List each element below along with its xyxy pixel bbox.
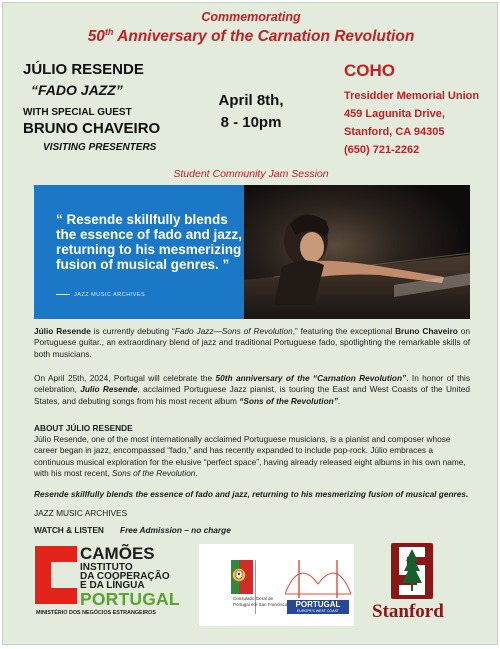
event-date: April 8th, — [218, 92, 284, 109]
celebration-text-1: On April 25th, 2024, Portugal will celebrate the — [34, 373, 216, 383]
album-title: “FADO JAZZ” — [31, 82, 123, 98]
consulate-text: Consulado Geral de Portugal em San Francisco — [233, 596, 288, 607]
portugal-tagline: EUROPE'S WEST COAST — [297, 609, 339, 613]
intro-name: Júlio Resende — [34, 326, 91, 336]
performer-name: JÚLIO RESENDE — [23, 61, 144, 78]
camoes-logo — [32, 546, 187, 624]
intro-guest: Bruno Chaveiro — [395, 326, 458, 336]
intro-text-1: is currently debuting “ — [90, 326, 175, 336]
celebration-anniversary: 50th anniversary of the “Carnation Revolution” — [215, 373, 407, 383]
paragraph-intro — [34, 326, 470, 360]
celebration-text-4: . — [337, 395, 341, 406]
camoes-ministry: MINISTÉRIO DOS NEGÓCIOS ESTRANGEIROS — [36, 610, 156, 616]
about-album: Sons of the Revolution — [111, 468, 196, 479]
banner-quote: “ Resende skillfully blends the essence of fado and jazz, returning to his mesmerizing fusion of musical genres. ” — [56, 212, 243, 272]
paragraph-about — [34, 434, 470, 480]
free-admission-label: Free Admission – no charge — [120, 525, 231, 535]
quote-divider — [56, 294, 70, 295]
special-guest-label: WITH SPECIAL GUEST — [23, 107, 132, 118]
celebration-name: Julio Resende — [80, 384, 138, 395]
celebration-album: “Sons of the Revolution” — [239, 395, 338, 406]
celebration-text-2: . In honor of this celebration, — [34, 373, 470, 395]
event-time: 8 - 10pm — [220, 114, 282, 131]
promo-banner — [34, 185, 470, 319]
visiting-presenters: VISITING PRESENTERS — [43, 142, 157, 153]
quote-panel — [34, 185, 244, 319]
venue-building: Tresidder Memorial Union — [344, 90, 480, 102]
about-heading: ABOUT JÚLIO RESENDE — [34, 423, 133, 433]
camoes-line2: INSTITUTO — [80, 562, 133, 573]
camoes-line4: E DA LÍNGUA — [80, 580, 145, 591]
pull-quote-source: JAZZ MUSIC ARCHIVES — [34, 508, 128, 518]
banner-quote-source — [56, 292, 145, 298]
intro-album: Fado Jazz—Sons of Revolution — [174, 326, 293, 336]
pianist-photo — [244, 185, 470, 319]
portugal-wordmark: PORTUGAL — [295, 600, 341, 609]
stanford-wordmark: Stanford — [372, 601, 444, 622]
intro-text-3: on Portuguese guitar., an extraordinary blend of jazz and traditional Portuguese fado, spotlighting the remarkable skills of both musicians. — [34, 326, 470, 359]
stanford-tree-logo-icon — [391, 543, 433, 599]
venue-name: COHO — [344, 61, 395, 80]
banner-source-text: JAZZ MUSIC ARCHIVES — [74, 292, 146, 298]
anniversary-suffix: th — [104, 27, 114, 37]
camoes-line1: CAMÕES — [80, 544, 155, 563]
venue-street: 459 Lagunita Drive, — [344, 108, 445, 120]
about-text-1: Júlio Resende, one of the most internationally acclaimed Portuguese musicians, is a pianist and composer whose career began in jazz, encompassed “fado,” and has recently expanded to include pop-rock. Júlio embraces a continuous musical exploration for the elusive “perfect space”, having already released eight albums in his own name, with his most recent, — [34, 434, 466, 479]
camoes-portugal: PORTUGAL — [80, 589, 180, 609]
guest-name: BRUNO CHAVEIRO — [23, 120, 161, 137]
anniversary-title: Anniversary of the Carnation Revolution — [113, 28, 415, 46]
camoes-line3: DA COOPERAÇÃO — [80, 571, 170, 582]
portugal-coat-of-arms-icon — [231, 560, 253, 594]
portugal-brand — [285, 554, 351, 620]
portugal-label — [287, 600, 349, 614]
intro-text-2: ,” featuring the exceptional — [292, 326, 396, 336]
event-datetime — [193, 90, 309, 134]
header-commemorating: Commemorating — [201, 10, 301, 24]
jam-session-label: Student Community Jam Session — [173, 168, 329, 180]
venue-phone: (650) 721-2262 — [344, 144, 420, 156]
anniversary-number: 50 — [87, 28, 105, 46]
celebration-text-3: , acclaimed Portuguese Jazz pianist, is touring the East and West Coasts of the United States, and debuting songs from his most recent album — [34, 384, 470, 406]
watch-listen-label: WATCH & LISTEN — [34, 525, 104, 535]
camoes-c-icon — [35, 546, 77, 604]
bridge-icon — [285, 554, 351, 600]
flyer — [2, 2, 498, 645]
pull-quote: Resende skillfully blends the essence of fado and jazz, returning to his mesmerizing fusion of musical genres. — [34, 489, 469, 499]
about-text-2: . — [195, 468, 198, 479]
paragraph-celebration — [34, 373, 470, 407]
consulate-logo — [199, 544, 354, 626]
header-anniversary — [3, 27, 498, 46]
venue-city: Stanford, CA 94305 — [344, 126, 445, 138]
